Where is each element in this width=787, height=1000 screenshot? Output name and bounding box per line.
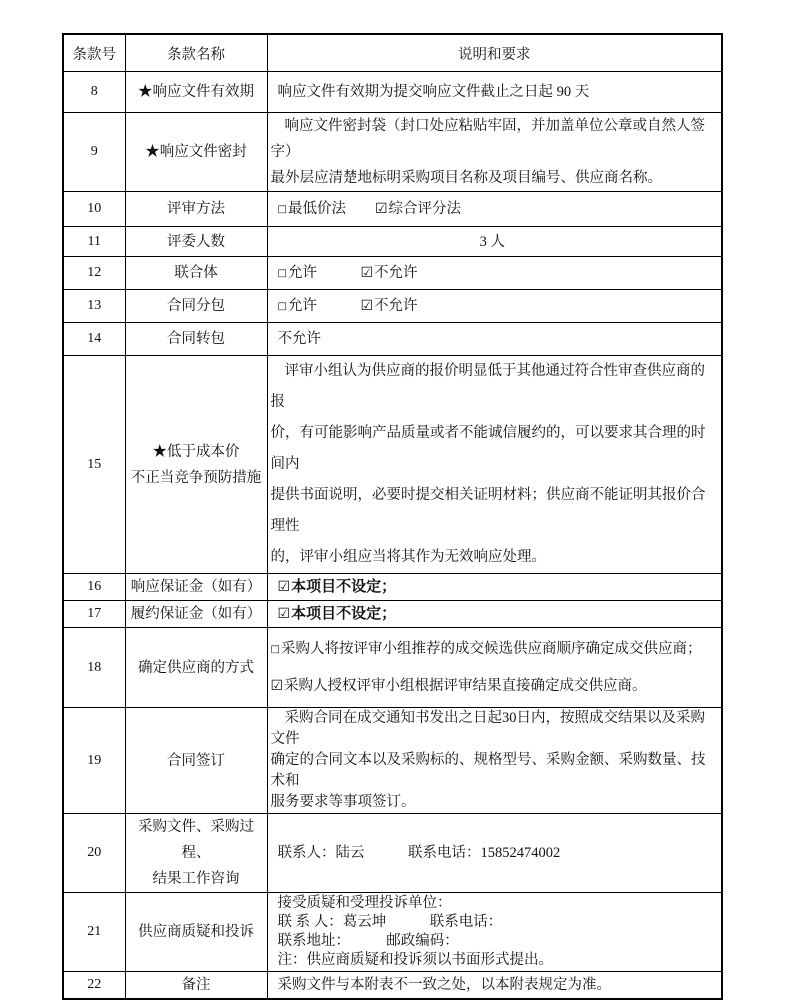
description-line: 3 人: [479, 233, 505, 250]
table-row: [63, 972, 722, 1000]
clause-no: 8: [63, 72, 125, 113]
table-row: [63, 257, 722, 290]
clause-name-line: 合同转包: [167, 331, 225, 347]
clause-name-line: ★低于成本价: [152, 443, 240, 460]
description-line: 确定的合同文本以及采购标的、规格型号、采购金额、采购数量、技术和: [270, 752, 706, 789]
clause-no: 13: [63, 290, 125, 323]
description-line: 的，评审小组应当将其作为无效响应处理。: [270, 549, 546, 565]
checkbox-unchecked-icon: □: [277, 300, 287, 312]
clause-no: 17: [63, 601, 125, 628]
table-row: [63, 113, 722, 192]
clause-name-line: 合同分包: [167, 298, 225, 314]
description-line: 价，有可能影响产品质量或者不能诚信履约的，可以要求其合理的时间内: [270, 425, 706, 472]
table-row: [63, 708, 722, 814]
clause-no: 12: [63, 257, 125, 290]
checkbox-checked-icon: ☑: [360, 297, 374, 314]
description-line: ☑采购人授权评审小组根据评审结果直接确定成交供应商。: [270, 677, 647, 694]
clause-description: [267, 574, 722, 601]
checkbox-checked-icon: ☑: [277, 606, 291, 622]
col-header-clause-name: 条款名称: [125, 34, 267, 72]
clause-name: [125, 814, 267, 893]
clause-name: [125, 192, 267, 227]
description-line: □采购人将按评审小组推荐的成交候选供应商顺序确定成交供应商；: [270, 640, 702, 657]
description-line: 联系人：陆云 联系电话：15852474002: [277, 845, 561, 861]
clause-name-line: 合同签订: [167, 752, 225, 769]
clause-name: [125, 257, 267, 290]
clause-name-line: 不正当竞争预防措施: [130, 469, 262, 486]
clause-no: 14: [63, 323, 125, 356]
clause-name-line: 供应商质疑和投诉: [138, 924, 254, 940]
description-line: ☑本项目不设定；: [277, 605, 397, 622]
table-row: [63, 323, 722, 356]
checkbox-unchecked-icon: □: [277, 267, 287, 279]
checkbox-checked-icon: ☑: [270, 677, 284, 694]
table-row: [63, 356, 722, 574]
description-line: 评审小组认为供应商的报价明显低于其他通过符合性审查供应商的报: [270, 363, 705, 410]
clause-description: [267, 72, 722, 113]
clause-name: [125, 893, 267, 972]
clause-name: [125, 227, 267, 257]
description-line: □最低价法 ☑综合评分法: [277, 200, 462, 217]
description-line: 采购合同在成交通知书发出之日起30日内，按照成交结果以及采购文件: [270, 710, 705, 747]
clause-description: [267, 628, 722, 708]
clause-name-line: 确定供应商的方式: [138, 659, 254, 676]
clause-description: [267, 113, 722, 192]
clause-name-line: ★响应文件有效期: [138, 84, 254, 100]
clause-name-line: ★响应文件密封: [145, 144, 247, 160]
clause-no: 16: [63, 574, 125, 601]
clause-name: [125, 72, 267, 113]
table-row: [63, 192, 722, 227]
clause-no: 11: [63, 227, 125, 257]
clause-no: 9: [63, 113, 125, 192]
clause-name-line: 结果工作咨询: [152, 871, 240, 887]
clause-description: [267, 708, 722, 814]
clause-name-line: 备注: [181, 977, 211, 993]
clause-description: [267, 290, 722, 323]
table-row: [63, 290, 722, 323]
clause-name: [125, 972, 267, 1000]
clause-name-line: 评审方法: [167, 201, 225, 217]
table-row: [63, 574, 722, 601]
clause-name-line: 评委人数: [167, 233, 225, 250]
clause-no: 15: [63, 356, 125, 574]
clause-no: 21: [63, 893, 125, 972]
clause-name: [125, 601, 267, 628]
clause-description: [267, 814, 722, 893]
checkbox-checked-icon: ☑: [374, 200, 388, 217]
checkbox-unchecked-icon: □: [270, 643, 280, 655]
checkbox-checked-icon: ☑: [360, 264, 374, 281]
clause-description: [267, 257, 722, 290]
col-header-clause-no: 条款号: [63, 34, 125, 72]
clause-description: [267, 972, 722, 1000]
description-line: 响应文件有效期为提交响应文件截止之日起 90 天: [277, 84, 590, 100]
table-row: [63, 628, 722, 708]
description-line: 提供书面说明，必要时提交相关证明材料；供应商不能证明其报价合理性: [270, 487, 706, 534]
clause-description: [267, 601, 722, 628]
clause-name: [125, 628, 267, 708]
table-row: [63, 227, 722, 257]
table-row: [63, 72, 722, 113]
checkbox-checked-icon: ☑: [277, 579, 291, 595]
description-line: ☑本项目不设定；: [277, 578, 397, 595]
clause-description: [267, 356, 722, 574]
clause-description: [267, 323, 722, 356]
description-line: 采购文件与本附表不一致之处，以本附表规定为准。: [277, 977, 611, 993]
clause-no: 22: [63, 972, 125, 1000]
table-row: [63, 601, 722, 628]
clause-no: 20: [63, 814, 125, 893]
table-row: [63, 814, 722, 893]
clause-description: [267, 227, 722, 257]
description-line: 服务要求等事项签订。: [270, 794, 416, 810]
description-line: □允许 ☑不允许: [277, 264, 418, 281]
description-line: 最外层应清楚地标明采购项目名称及项目编号、供应商名称。: [270, 170, 662, 186]
col-header-description: 说明和要求: [267, 34, 722, 72]
table-row: [63, 893, 722, 972]
description-line: 联系地址： 邮政编码：: [277, 933, 459, 949]
checkbox-unchecked-icon: □: [277, 203, 287, 215]
clauses-table: [62, 33, 723, 1000]
clauses-table-body: [63, 72, 722, 1000]
description-line: 接受质疑和受理投诉单位：: [277, 895, 452, 911]
clause-name: [125, 323, 267, 356]
description-line: 响应文件密封袋（封口处应粘贴牢固，并加盖单位公章或自然人签字）: [270, 118, 705, 160]
clause-name: [125, 290, 267, 323]
clause-name-line: 响应保证金（如有）: [130, 579, 262, 595]
description-line: 联 系 人：葛云坤 联系电话：: [277, 914, 503, 930]
clause-name: [125, 356, 267, 574]
clause-no: 10: [63, 192, 125, 227]
clause-name-line: 联合体: [174, 265, 218, 281]
clause-description: [267, 893, 722, 972]
clause-name: [125, 708, 267, 814]
description-line: 不允许: [277, 331, 321, 347]
description-line: □允许 ☑不允许: [277, 297, 418, 314]
header-row: [63, 34, 722, 72]
clause-name: [125, 113, 267, 192]
clause-name-line: 履约保证金（如有）: [130, 606, 262, 622]
clause-name: [125, 574, 267, 601]
clause-no: 19: [63, 708, 125, 814]
clause-name-line: 采购文件、采购过程、: [138, 819, 254, 861]
clause-no: 18: [63, 628, 125, 708]
description-line: 注：供应商质疑和投诉须以书面形式提出。: [277, 952, 553, 968]
clause-description: [267, 192, 722, 227]
